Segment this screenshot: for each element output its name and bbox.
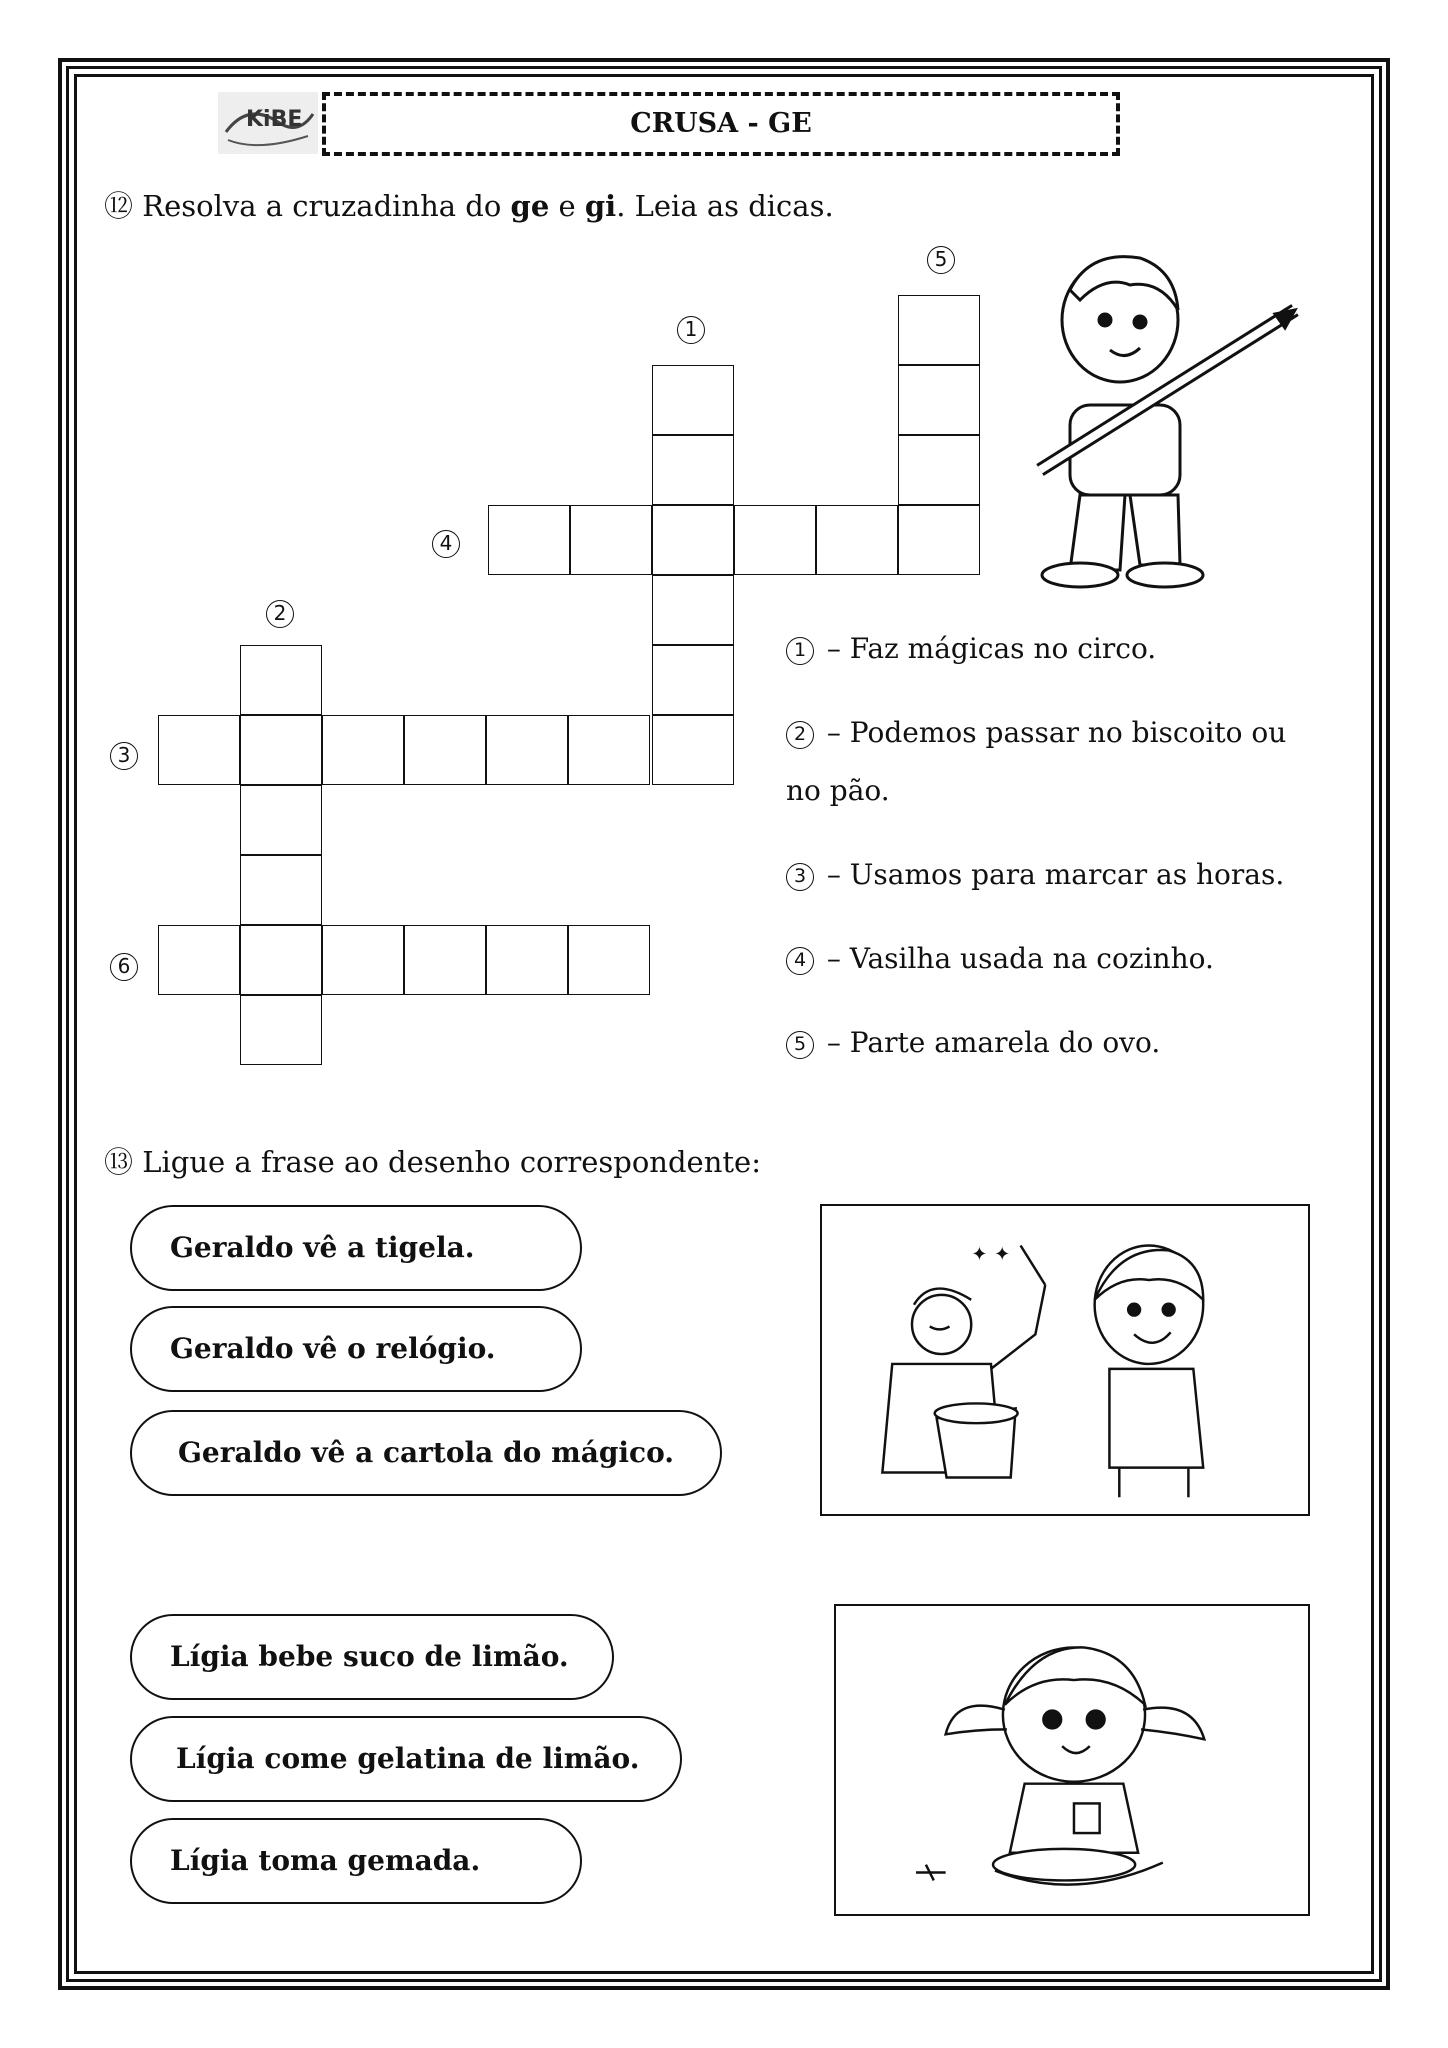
page-title [322,92,1120,156]
clue-2-text-line2: no pão. [786,774,890,807]
exercise-13-instruction [104,1140,761,1181]
exercise-12-number: ⑫ [104,189,134,223]
clue-1 [786,620,1326,678]
sentence-option[interactable]: Lígia come gelatina de limão. [130,1716,682,1802]
crossword-cell[interactable] [240,925,322,995]
crossword-cell[interactable] [734,505,816,575]
crossword-cell[interactable] [652,645,734,715]
exercise-12-text-after: . Leia as dicas. [616,189,834,223]
crossword-cell[interactable] [488,505,570,575]
exercise-13-number: ⑬ [104,1145,134,1179]
crossword-cell[interactable] [486,715,568,785]
clue-3-text: – Usamos para marcar as horas. [826,858,1285,891]
clue-2-continuation [786,762,1326,820]
crossword-cell[interactable] [158,925,240,995]
exercise-12-bold-ge: ge [510,189,550,223]
crossword-cell[interactable] [652,505,734,575]
crossword-cell[interactable] [898,505,980,575]
crossword-cell[interactable] [322,715,404,785]
crossword-cell[interactable] [898,295,980,365]
clue-5-text: – Parte amarela do ovo. [826,1026,1161,1059]
crossword-label-4: 4 [432,530,460,558]
crossword-cell[interactable] [240,645,322,715]
crossword-cell[interactable] [240,995,322,1065]
crossword-cell[interactable] [570,505,652,575]
crossword-cell[interactable] [486,925,568,995]
clue-2-text: – Podemos passar no biscoito ou [826,716,1287,749]
crossword-cell[interactable] [404,715,486,785]
exercise-12-text-mid: e [549,189,585,223]
crossword-cell[interactable] [322,925,404,995]
crossword-label-6: 6 [110,953,138,981]
sentence-option[interactable]: Geraldo vê a tigela. [130,1205,582,1291]
crossword-cell[interactable] [652,575,734,645]
clue-4-text: – Vasilha usada na cozinho. [826,942,1214,975]
clue-1-text: – Faz mágicas no circo. [826,632,1157,665]
crossword-cell[interactable] [816,505,898,575]
girl-eating-icon[interactable] [834,1604,1310,1916]
clue-3 [786,846,1326,904]
clue-4-number: 4 [786,947,814,975]
crossword-label-5: 5 [927,246,955,274]
logo-icon [218,92,318,154]
clue-2-number: 2 [786,721,814,749]
crossword-cell[interactable] [652,365,734,435]
clue-4 [786,930,1326,988]
logo-text: KiBE [246,107,303,132]
page-title-text: CRUSA - GE [630,108,812,139]
crossword-cell[interactable] [652,435,734,505]
crossword-cell[interactable] [240,715,322,785]
clue-5-number: 5 [786,1031,814,1059]
crossword-label-1: 1 [677,316,705,344]
sentence-option[interactable]: Geraldo vê o relógio. [130,1306,582,1392]
clue-5 [786,1014,1326,1072]
crossword-cell[interactable] [240,855,322,925]
crossword-cell[interactable] [898,365,980,435]
crossword-cell[interactable] [568,715,650,785]
exercise-12-instruction [104,184,834,225]
boy-with-pencil-icon [1010,240,1310,590]
crossword-cell[interactable] [158,715,240,785]
sentence-option[interactable]: Lígia bebe suco de limão. [130,1614,614,1700]
crossword-cell[interactable] [652,715,734,785]
sentence-option[interactable]: Lígia toma gemada. [130,1818,582,1904]
exercise-12-bold-gi: gi [584,189,617,223]
crossword-cell[interactable] [568,925,650,995]
magician-and-boy-icon[interactable] [820,1204,1310,1516]
exercise-13-text: Ligue a frase ao desenho correspondente: [142,1145,761,1179]
crossword-label-2: 2 [266,600,294,628]
clue-1-number: 1 [786,637,814,665]
svg-text:✦ ✦: ✦ ✦ [971,1242,1011,1266]
crossword-cell[interactable] [898,435,980,505]
clue-2 [786,704,1326,762]
exercise-12-text-before: Resolva a cruzadinha do [142,189,511,223]
clue-3-number: 3 [786,863,814,891]
crossword-cell[interactable] [240,785,322,855]
sentence-option[interactable]: Geraldo vê a cartola do mágico. [130,1410,722,1496]
crossword-label-3: 3 [110,742,138,770]
crossword-cell[interactable] [404,925,486,995]
